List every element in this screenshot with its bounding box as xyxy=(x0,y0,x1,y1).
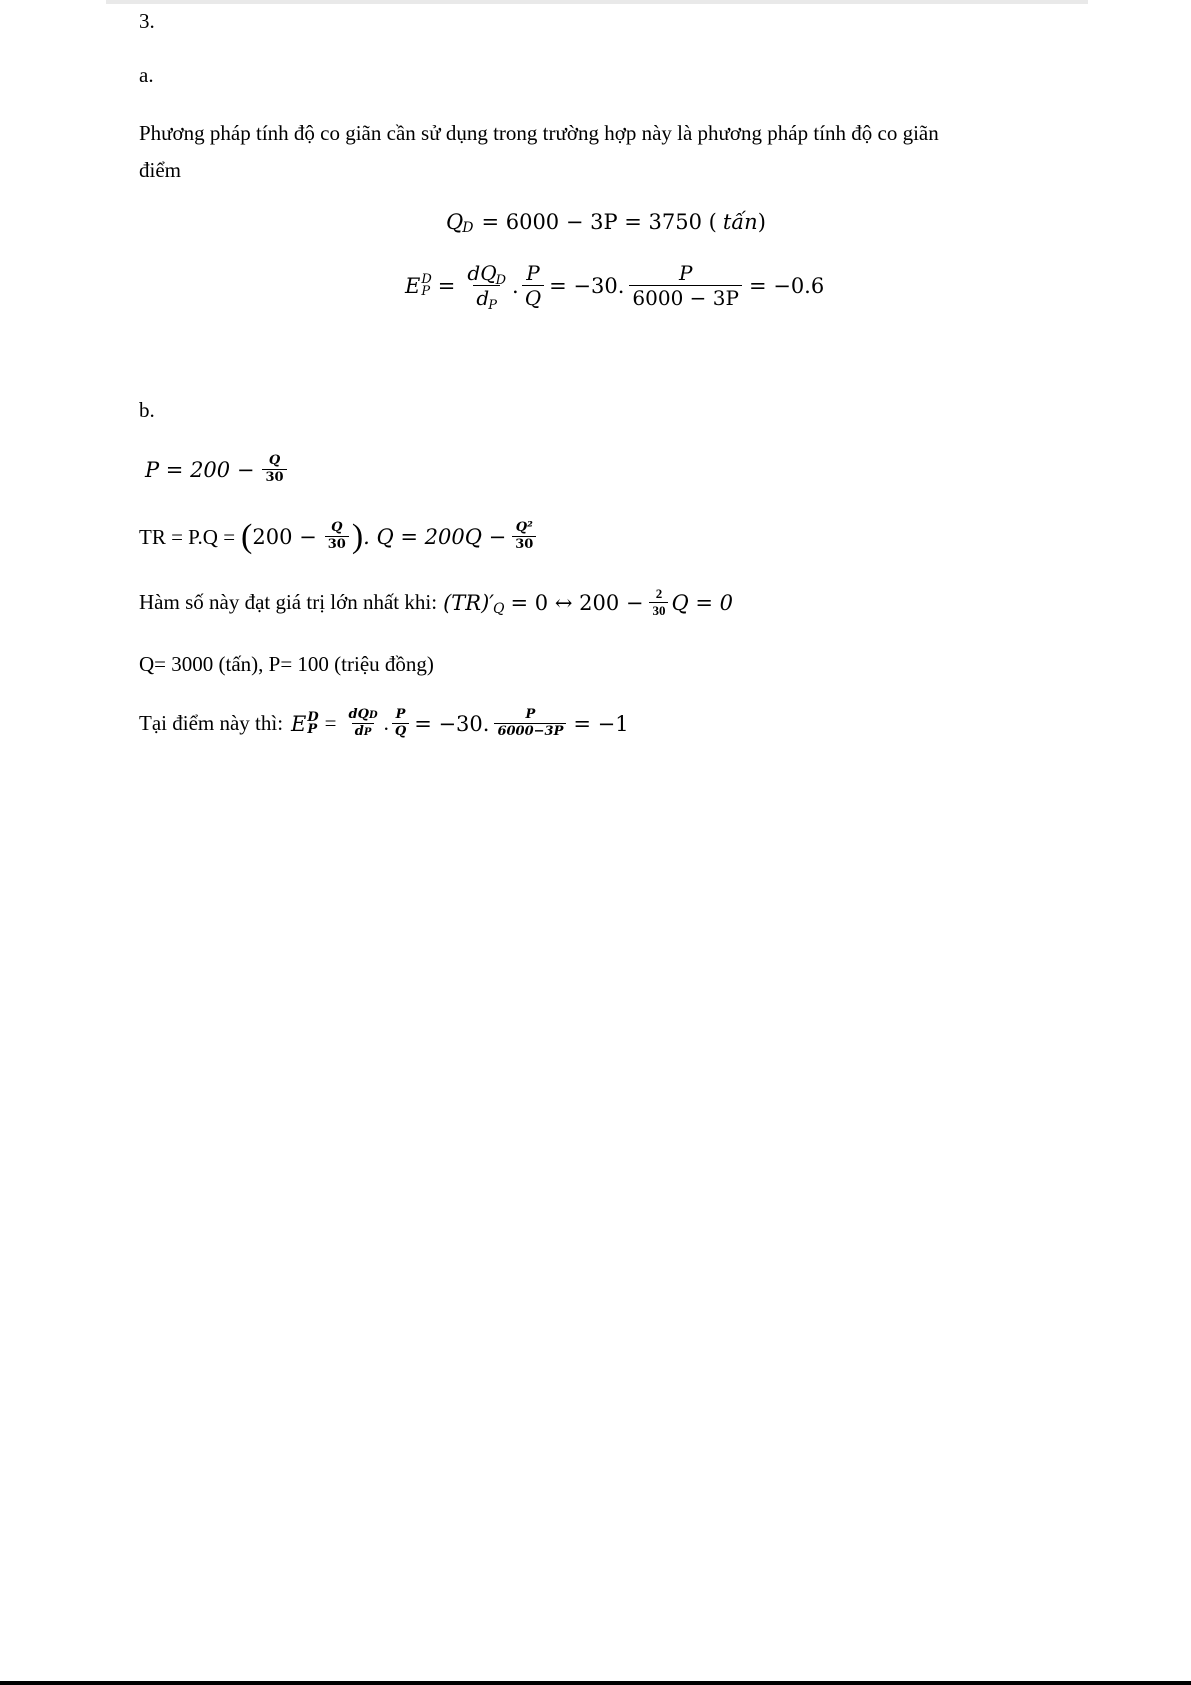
eq1-close: ) xyxy=(757,210,766,234)
b3-expr2: = 0 ↔ 200 − xyxy=(510,590,644,615)
b3-text: Hàm số này đạt giá trị lớn nhất khi: xyxy=(139,590,438,615)
eq2-frac2 xyxy=(522,262,544,310)
eq2-dot: . xyxy=(512,274,519,298)
b5-result: = −1 xyxy=(573,711,629,736)
equation-quantity-demand xyxy=(446,210,766,234)
b3-expr1: (TR)′ xyxy=(443,590,495,615)
b5-frac1-den-sub: P xyxy=(363,726,372,738)
eq2-frac3 xyxy=(629,262,742,310)
part-a-label: a. xyxy=(139,63,154,87)
eq1-rhs: = 6000 − 3P = 3750 ( xyxy=(481,210,717,234)
b2-prefix: TR = P.Q = xyxy=(139,524,236,549)
b2-close: ) xyxy=(351,518,364,555)
b2-frac-num: Q xyxy=(331,520,343,536)
b5-frac1 xyxy=(346,708,381,740)
optimal-values: Q= 3000 (tấn), P= 100 (triệu đồng) xyxy=(139,652,434,676)
part-b-label: b. xyxy=(139,398,155,422)
max-condition xyxy=(139,587,733,619)
b1-frac-den: 30 xyxy=(262,469,286,486)
b5-E-sup: D xyxy=(307,709,319,725)
b2-frac xyxy=(325,521,349,553)
b1-frac-num: Q xyxy=(268,453,281,468)
b5-E-sub: P xyxy=(307,721,318,737)
eq2-frac1-num-sub: D xyxy=(495,273,507,288)
bottom-border xyxy=(0,1681,1191,1685)
b2-inner: 200 − xyxy=(252,525,317,549)
part-a-paragraph-line2: điểm xyxy=(139,158,181,182)
b5-dot: . xyxy=(383,711,389,736)
b2-mid: . Q = 200Q − xyxy=(363,525,507,549)
b3-frac-num: 2 xyxy=(655,586,663,601)
b5-frac3 xyxy=(494,708,566,740)
b5-E: E xyxy=(291,711,307,736)
b5-frac2-den: Q xyxy=(392,723,409,740)
eq2-E: E xyxy=(405,274,421,298)
eq2-E-sup: D xyxy=(421,272,432,287)
b2-frac2 xyxy=(512,521,536,553)
b5-eq: = xyxy=(324,711,337,736)
eq2-E-sub: P xyxy=(421,284,431,299)
b5-frac3-den: 6000−3P xyxy=(494,723,566,740)
b5-frac1-den: d xyxy=(354,723,364,739)
b3-expr3: Q = 0 xyxy=(671,590,733,615)
b5-frac2-num: P xyxy=(395,707,406,722)
equation-elasticity xyxy=(405,261,825,313)
eq2-frac1-den-sub: P xyxy=(488,298,497,313)
b2-frac2-num: Q² xyxy=(515,520,533,536)
eq2-mid: = −30. xyxy=(549,274,625,298)
eq2-result: = −0.6 xyxy=(748,274,825,298)
b5-frac1-num: dQ xyxy=(348,707,369,722)
b5-frac1-num-sub: D xyxy=(368,710,378,721)
eq2-frac3-num: P xyxy=(678,261,693,285)
b3-frac-den: 30 xyxy=(649,602,668,619)
eq2-frac1-den: d xyxy=(476,286,490,310)
b5-frac2 xyxy=(392,708,409,740)
eq2-frac2-den: Q xyxy=(522,285,544,310)
b3-frac xyxy=(649,587,668,619)
problem-number: 3. xyxy=(139,9,155,33)
eq2-frac2-num: P xyxy=(526,261,540,285)
elasticity-at-point xyxy=(139,708,629,740)
b5-mid: = −30. xyxy=(414,711,490,736)
eq2-frac1-num: dQ xyxy=(467,261,497,285)
b1-lhs: P = 200 − xyxy=(145,457,255,482)
eq2-frac1 xyxy=(464,261,509,313)
b2-frac2-den: 30 xyxy=(512,536,536,553)
b2-open: ( xyxy=(241,518,253,555)
eq1-lhs-sub: D xyxy=(462,220,474,236)
b5-frac3-num: P xyxy=(525,707,536,722)
price-function xyxy=(145,454,290,486)
b1-frac xyxy=(262,454,286,486)
b2-frac-den: 30 xyxy=(325,536,349,553)
total-revenue-equation xyxy=(139,520,539,554)
eq2-frac3-den: 6000 − 3P xyxy=(629,285,742,310)
eq1-lhs: Q xyxy=(446,210,464,234)
b5-text: Tại điểm này thì: xyxy=(139,711,284,736)
eq1-unit: tấn xyxy=(722,210,758,234)
b3-expr1-sub: Q xyxy=(493,600,505,617)
part-a-paragraph-line1: Phương pháp tính độ co giãn cần sử dụng trong trường hợp này là phương pháp tính độ co giãn xyxy=(139,121,939,145)
eq2-eq: = xyxy=(437,274,456,298)
